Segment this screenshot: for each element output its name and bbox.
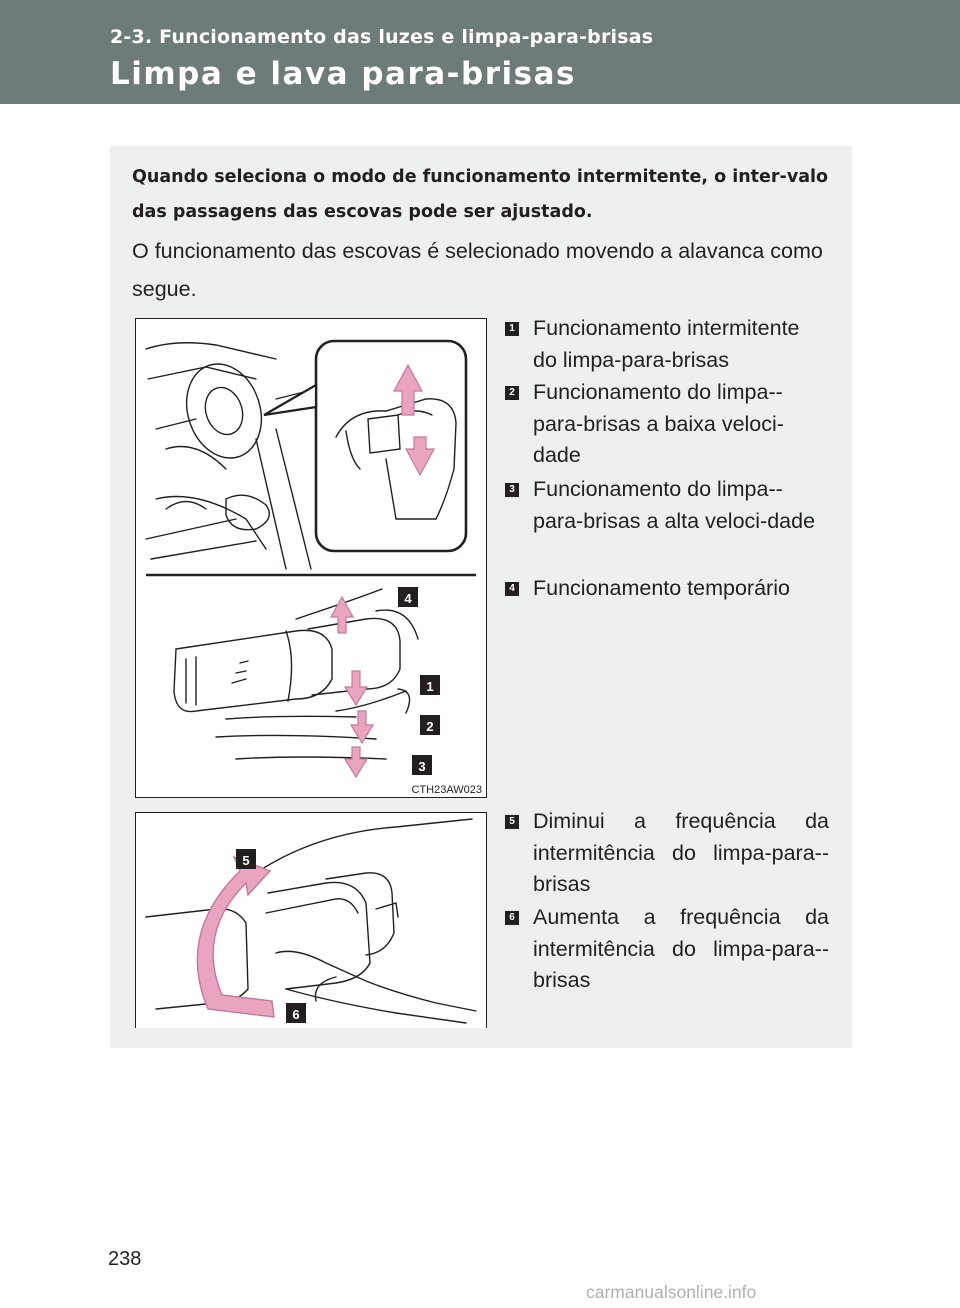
- page-title: Limpa e lava para-brisas: [110, 56, 576, 92]
- item-number: 4: [505, 582, 519, 596]
- callout-3: 3: [418, 759, 426, 774]
- item-number: 6: [505, 911, 519, 925]
- item-number: 2: [505, 386, 519, 400]
- item-text: Diminui a frequência da intermitência do limpa-para--brisas: [533, 809, 829, 896]
- wiper-lever-figure: [135, 318, 487, 798]
- item-number: 1: [505, 322, 519, 336]
- callout-6: 6: [292, 1007, 300, 1022]
- callout-1: 1: [426, 679, 434, 694]
- callout-5: 5: [242, 853, 250, 868]
- item-number: 5: [505, 815, 519, 829]
- callout-4: 4: [404, 591, 412, 606]
- header-bar: [0, 0, 960, 104]
- intro-text: Quando seleciona o modo de funcionamento intermitente, o inter-valo das passagens das escovas pode ser ajustado.: [132, 167, 829, 222]
- wiper-lever-illustration: [136, 319, 486, 797]
- callout-2: 2: [426, 719, 434, 734]
- item-text: Funcionamento do limpa--para-brisas a alta veloci-dade: [533, 477, 816, 533]
- figure-code: CTH23AW023: [411, 784, 482, 796]
- item-number: 3: [505, 483, 519, 497]
- item-text: Funcionamento temporário: [533, 576, 790, 600]
- page-number: 238: [108, 1248, 142, 1270]
- item-text: Funcionamento do limpa--para-brisas a baixa veloci-dade: [533, 380, 784, 467]
- interval-ring-illustration: [136, 813, 486, 1027]
- lead-text: O funcionamento das escovas é selecionado movendo a alavanca como segue.: [132, 239, 823, 301]
- item-text: Aumenta a frequência da intermitência do limpa-para--brisas: [533, 905, 829, 992]
- watermark: carmanualsonline.info: [586, 1282, 757, 1302]
- interval-ring-figure: [135, 812, 487, 1028]
- section-title: 2-3. Funcionamento das luzes e limpa-para-brisas: [110, 26, 654, 48]
- figure1-callouts: [398, 587, 440, 775]
- item-text: Funcionamento intermitente do limpa-para-brisas: [533, 316, 800, 372]
